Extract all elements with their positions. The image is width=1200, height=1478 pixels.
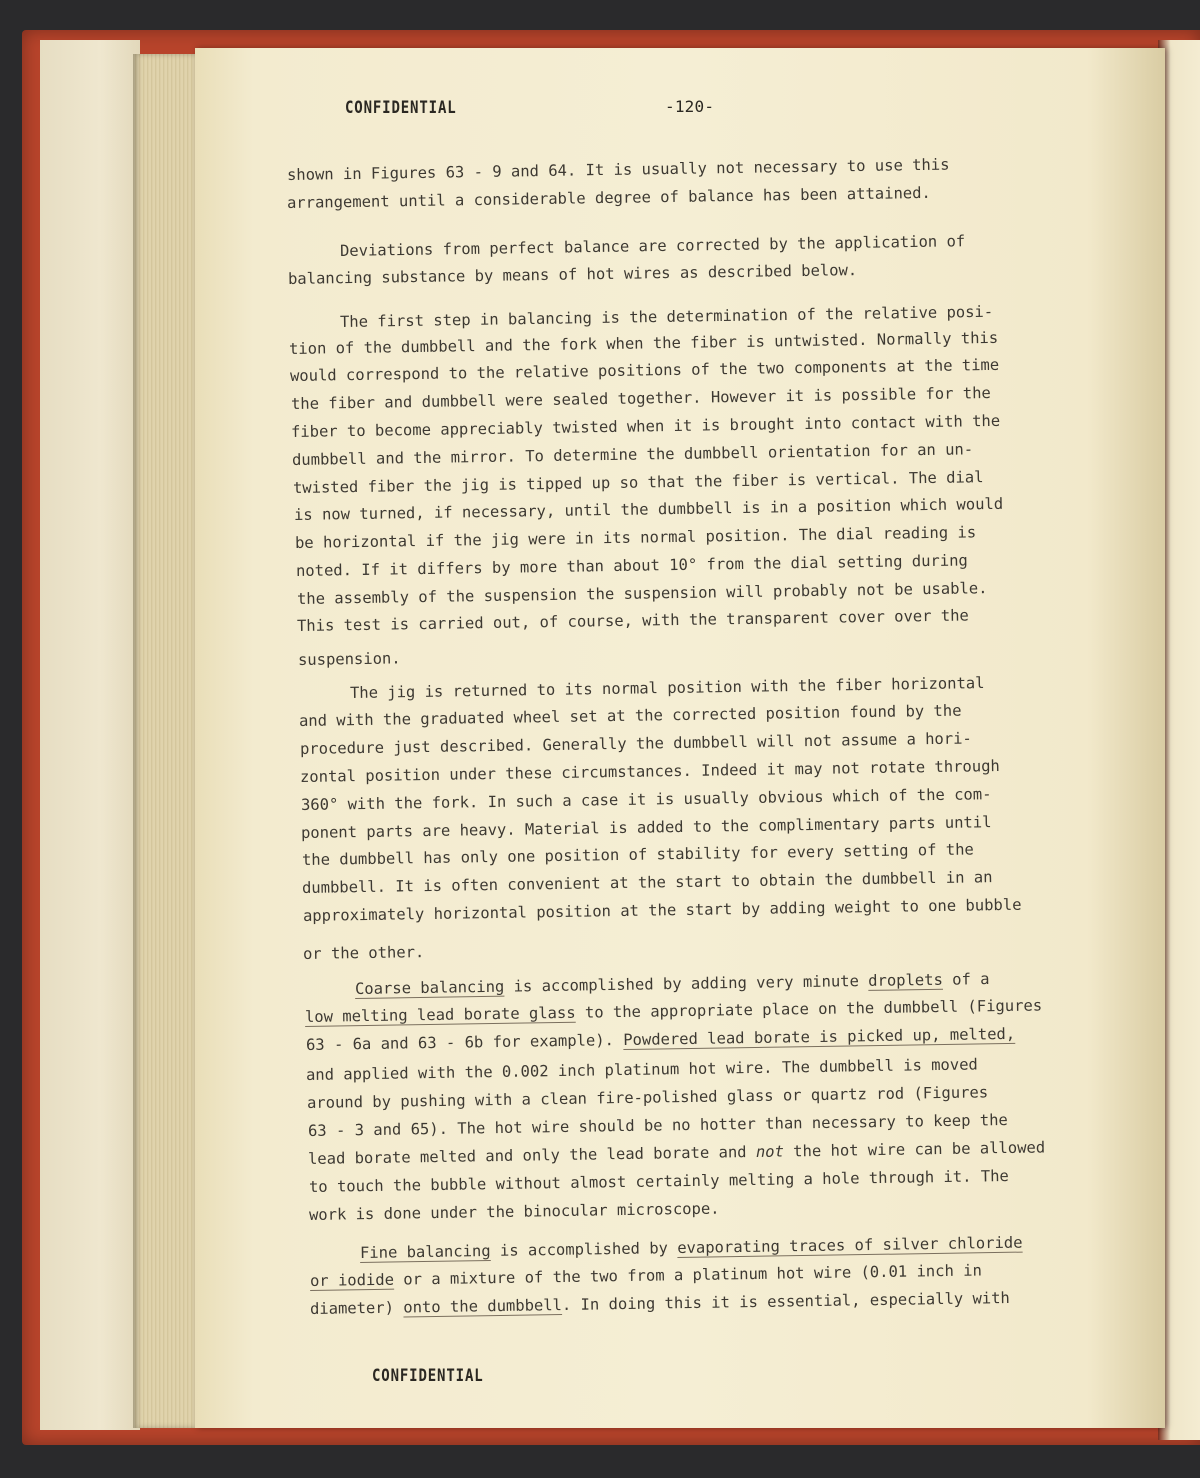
- body-line: The jig is returned to its normal position with the fiber horizontal: [349, 674, 985, 702]
- body-line: and applied with the 0.002 inch platinum hot wire. The dumbbell is moved: [305, 1055, 978, 1084]
- body-line: and with the graduated wheel set at the corrected position found by the: [298, 701, 962, 730]
- body-line: procedure just described. Generally the dumbbell will not assume a hori-: [299, 729, 972, 758]
- body-line: arrangement until a considerable degree of balance has been attained.: [286, 183, 931, 212]
- body-line: or iodide or a mixture of the two from a platinum hot wire (0.01 inch in: [309, 1261, 982, 1290]
- body-line: dumbbell and the mirror. To determine the dumbbell orientation for an un-: [291, 440, 974, 469]
- body-line: the assembly of the suspension the suspension will probably not be usable.: [296, 579, 988, 608]
- body-line: balancing substance by means of hot wires as described below.: [287, 261, 858, 288]
- body-line: suspension.: [297, 649, 401, 669]
- underlined-phrase: Powdered lead borate is picked up, melted,: [623, 1024, 1016, 1050]
- underlined-phrase: onto the dumbbell: [403, 1296, 563, 1317]
- body-line: 63 - 6a and 63 - 6b for example). Powdered lead borate is picked up, melted,: [305, 1024, 1016, 1054]
- body-line: ponent parts are heavy. Material is added to the complimentary parts until: [300, 813, 992, 842]
- underlined-phrase: or iodide: [309, 1270, 395, 1290]
- body-line: Fine balancing is accomplished by evaporating traces of silver chloride: [359, 1233, 1023, 1262]
- body-line: approximately horizontal position at the start by adding weight to one bubble: [302, 895, 1022, 925]
- page-edges: [133, 54, 199, 1428]
- body-line: the dumbbell has only one position of stability for every setting of the: [301, 840, 974, 869]
- body-line: would correspond to the relative positions of the two components at the time: [289, 355, 1000, 385]
- body-line: the fiber and dumbbell were sealed together. However it is possible for the: [290, 384, 991, 413]
- body-line: tion of the dumbbell and the fork when the fiber is untwisted. Normally this: [288, 328, 999, 358]
- body-line: zontal position under these circumstances. Indeed it may not rotate through: [299, 757, 1000, 786]
- body-line: 360° with the fork. In such a case it is usually obvious which of the com-: [300, 785, 992, 814]
- body-line: around by pushing with a clean fire-polished glass or quartz rod (Figures: [306, 1083, 989, 1112]
- underlined-phrase: low melting lead borate glass: [304, 1003, 576, 1026]
- body-line: low melting lead borate glass to the appropriate place on the dumbbell (Figures: [304, 996, 1043, 1026]
- underlined-phrase: evaporating traces of silver chloride: [677, 1233, 1023, 1258]
- body-line: be horizontal if the jig were in its normal position. The dial reading is: [294, 523, 977, 552]
- body-line: fiber to become appreciably twisted when it is brought into contact with the: [290, 411, 1001, 441]
- body-line: diameter) onto the dumbbell. In doing this it is essential, especially with: [309, 1289, 1010, 1318]
- underlined-phrase: Fine balancing: [359, 1241, 491, 1262]
- body-line: lead borate melted and only the lead borate and not the hot wire can be allowed: [307, 1138, 1046, 1168]
- body-line: work is done under the binocular microscope.: [308, 1199, 720, 1224]
- body-line: Deviations from perfect balance are corrected by the application of: [339, 232, 966, 260]
- page-number: -120-: [665, 97, 715, 116]
- body-line: dumbbell. It is often convenient at the start to obtain the dumbbell in an: [301, 868, 993, 897]
- endpaper: [40, 40, 140, 1430]
- underlined-phrase: Coarse balancing: [354, 977, 505, 998]
- footer-confidential: CONFIDENTIAL: [372, 1366, 484, 1385]
- body-line: Coarse balancing is accomplished by adding very minute droplets of a: [354, 970, 990, 998]
- body-line: 63 - 3 and 65). The hot wire should be no hotter than necessary to keep the: [307, 1111, 1008, 1140]
- body-line: is now turned, if necessary, until the dumbbell is in a position which would: [293, 494, 1004, 524]
- body-line: to touch the bubble without almost certainly melting a hole through it. The: [308, 1167, 1009, 1196]
- underlined-phrase: droplets: [868, 970, 943, 990]
- body-line: noted. If it differs by more than about 10° from the dial setting during: [295, 551, 968, 580]
- body-line: shown in Figures 63 - 9 and 64. It is usually not necessary to use this: [286, 155, 950, 184]
- body-line: twisted fiber the jig is tipped up so that the fiber is vertical. The dial: [292, 468, 984, 497]
- header-confidential: CONFIDENTIAL: [345, 98, 457, 117]
- body-line: or the other.: [302, 943, 425, 963]
- body-line: The first step in balancing is the determination of the relative posi-: [339, 302, 994, 331]
- body-line: This test is carried out, of course, with the transparent cover over the: [296, 606, 969, 635]
